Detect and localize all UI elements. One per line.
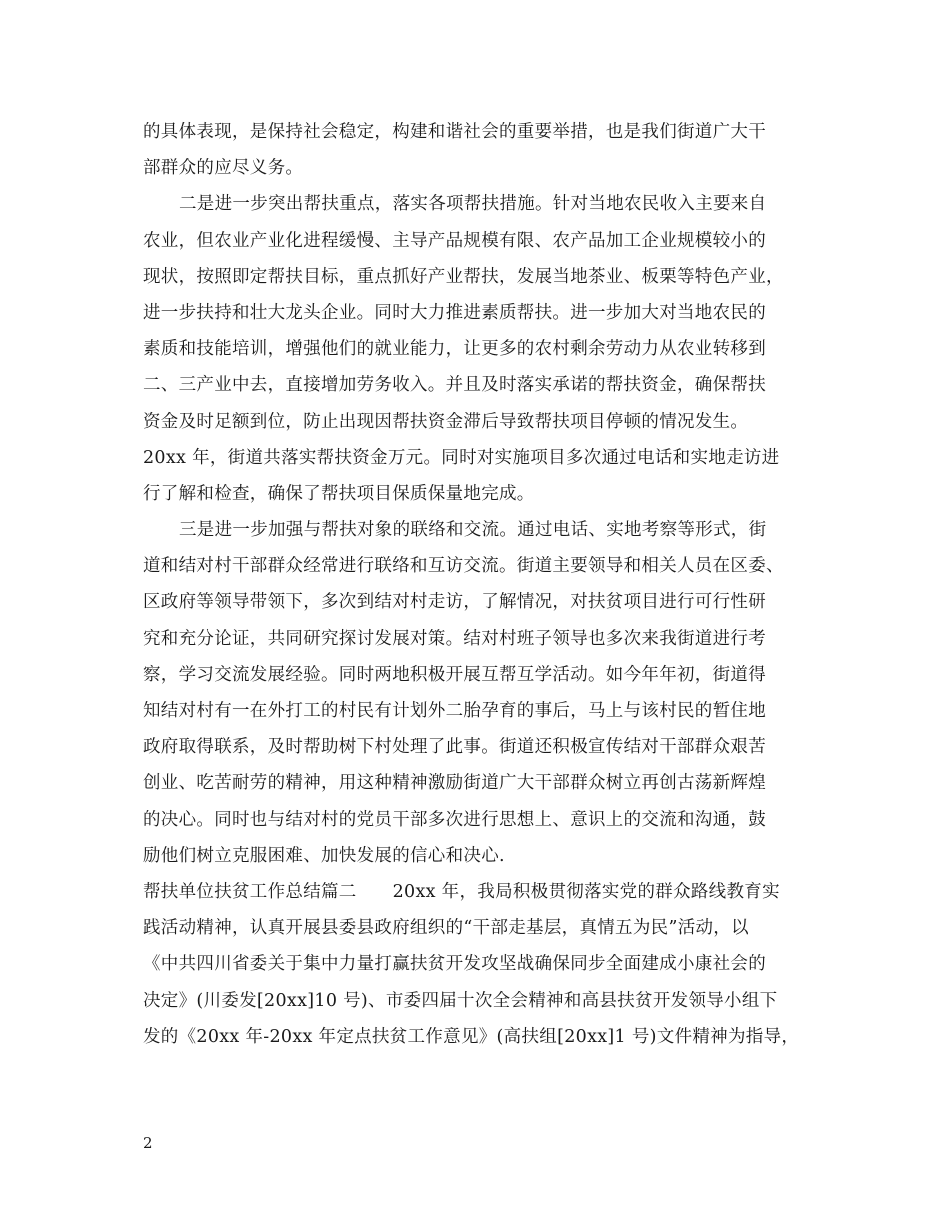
text-line: 进一步扶持和壮大龙头企业。同时大力推进素质帮扶。进一步加大对当地农民的 — [143, 302, 766, 323]
text-line: 《中共四川省委关于集中力量打赢扶贫开发攻坚战确保同步全面建成小康社会的 — [143, 954, 766, 975]
text-line: 决定》(川委发[20xx]10 号)、市委四届十次全会精神和高县扶贫开发领导小组下 — [143, 990, 778, 1011]
text-line: 践活动精神，认真开展县委县政府组织的“干部走基层，真情五为民”活动，以 — [143, 918, 749, 939]
text-line: 二、三产业中去，直接增加劳务收入。并且及时落实承诺的帮扶资金，确保帮扶 — [143, 375, 766, 396]
text-line: 道和结对村干部群众经常进行联络和互访交流。街道主要领导和相关人员在区委、 — [143, 556, 784, 577]
text-line: 农业，但农业产业化进程缓慢、主导产品规模有限、农产品加工企业规模较小的 — [143, 230, 766, 251]
text-line: 资金及时足额到位，防止出现因帮扶资金滞后导致帮扶项目停顿的情况发生。 — [143, 411, 749, 432]
section-heading: 帮扶单位扶贫工作总结篇二 — [143, 881, 357, 902]
text-line: 区政府等领导带领下，多次到结对村走访，了解情况，对扶贫项目进行可行性研 — [143, 592, 766, 613]
section-heading-line — [143, 874, 811, 910]
paragraph-start-line: 二是进一步突出帮扶重点，落实各项帮扶措施。针对当地农民收入主要来自 — [179, 194, 767, 215]
section-heading-continuation: 20xx 年，我局积极贯彻落实党的群众路线教育实 — [392, 881, 780, 902]
text-line: 20xx 年，街道共落实帮扶资金万元。同时对实施项目多次通过电话和实地走访进 — [143, 447, 780, 468]
paragraph-start-line: 三是进一步加强与帮扶对象的联络和交流。通过电话、实地考察等形式，街 — [179, 520, 767, 541]
text-line: 行了解和检查，确保了帮扶项目保质保量地完成。 — [143, 483, 535, 504]
text-line: 的具体表现，是保持社会稳定，构建和谐社会的重要举措，也是我们街道广大干 — [143, 122, 766, 142]
text-line: 素质和技能培训，增强他们的就业能力，让更多的农村剩余劳动力从农业转移到 — [143, 339, 766, 360]
text-line: 察，学习交流发展经验。同时两地积极开展互帮互学活动。如今年年初，街道得 — [143, 664, 766, 685]
text-line: 创业、吃苦耐劳的精神，用这种精神激励街道广大干部群众树立再创古荡新辉煌 — [143, 773, 766, 794]
text-line: 现状，按照即定帮扶目标，重点抓好产业帮扶，发展当地茶业、板栗等特色产业， — [143, 266, 784, 287]
text-line: 励他们树立克服困难、加快发展的信心和决心. — [143, 845, 505, 866]
text-line: 发的《20xx 年-20xx 年定点扶贫工作意见》(高扶组[20xx]1 号)文件精神为指导， — [143, 1026, 800, 1047]
text-line: 究和充分论证，共同研究探讨发展对策。结对村班子领导也多次来我街道进行考 — [143, 628, 766, 649]
page-number: 2 — [143, 1134, 153, 1152]
text-line: 的决心。同时也与结对村的党员干部多次进行思想上、意识上的交流和沟通，鼓 — [143, 809, 766, 830]
text-line: 部群众的应尽义务。 — [143, 158, 304, 179]
text-line: 知结对村有一在外打工的村民有计划外二胎孕育的事后，马上与该村民的暂住地 — [143, 701, 766, 721]
text-line: 政府取得联系，及时帮助树下村处理了此事。街道还积极宣传结对干部群众艰苦 — [143, 737, 766, 758]
document-body — [143, 114, 811, 1055]
